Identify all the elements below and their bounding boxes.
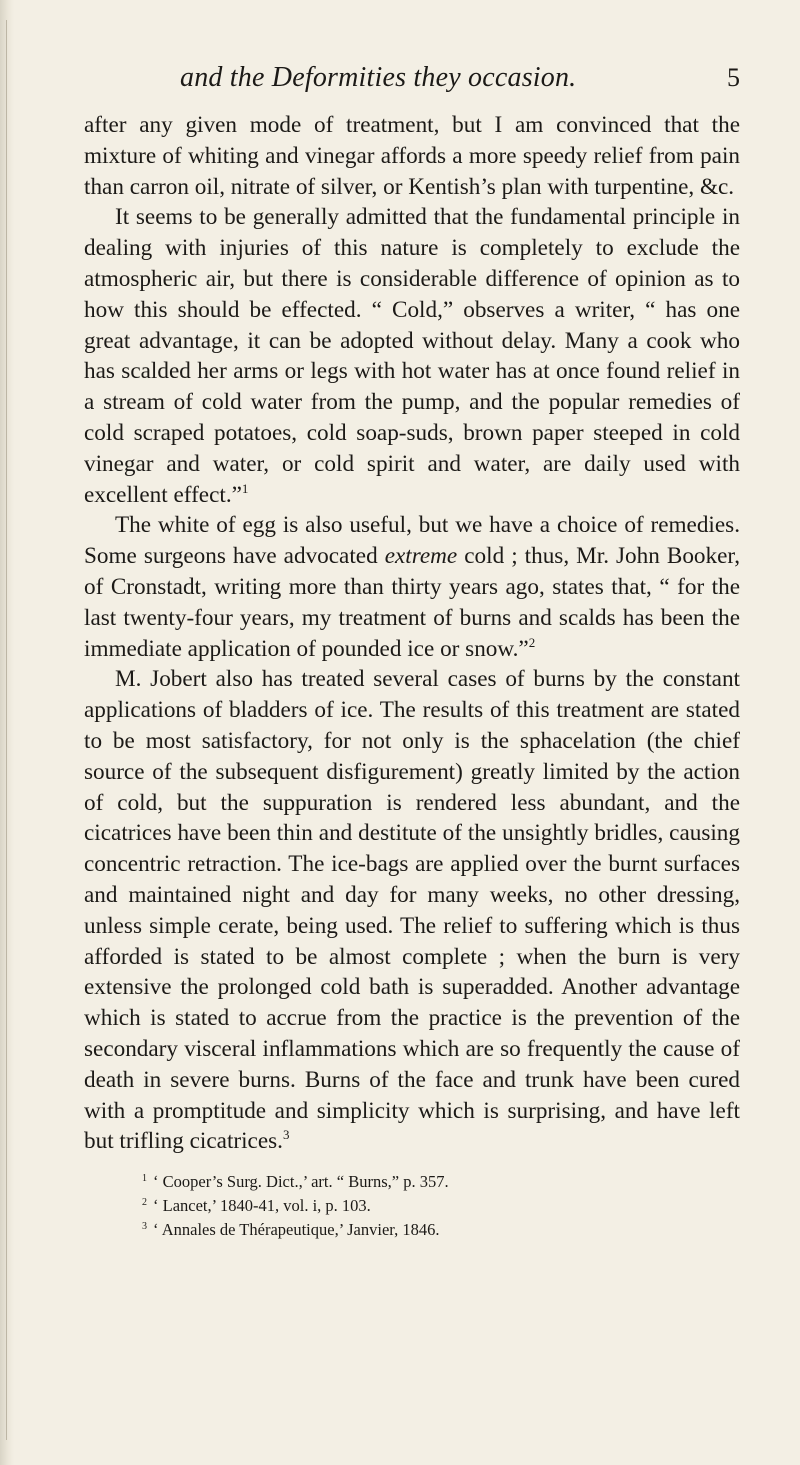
paragraph-3-text-b: cold ; thus, Mr. John Booker, of Cronstadt, writing more than thirty years ago, states that, “ for the last twenty-four years, my treatment of burns and scalds has been the immediate application of pounded ice or snow.” [84,543,740,662]
footnote-ref-1: 1 [241,480,249,496]
paragraph-1-text: after any given mode of treatment, but I am convinced that the mixture of whiting and vinegar affords a more speedy relief from pain than carron oil, nitrate of silver, or Kentish’s plan with turpentine, &c. [84,112,740,200]
footnote-1-mark: 1 [142,1173,147,1185]
footnotes [84,1169,740,1240]
paragraph-2-text: It seems to be generally admitted that the fundamental principle in dealing with injuries of this nature is completely to exclude the atmospheric air, but there is considerable difference of opinion as to how this should be effected. “ Cold,” observes a writer, “ has one great advantage, it can be adopted without delay. Many a cook who has scalded her arms or legs with hot water has at once found relief in a stream of cold water from the pump, and the popular remedies of cold scraped potatoes, cold soap-suds, brown paper steeped in cold vinegar and water, or cold spirit and water, are daily used with excellent effect.” [84,204,740,508]
paragraph-cold-remedy [84,202,740,510]
footnote-ref-2: 2 [528,634,536,650]
body-text [84,110,740,1157]
footnote-3-mark: 3 [142,1220,147,1232]
paragraph-jobert [84,664,740,1157]
page-number: 5 [727,63,740,92]
gutter-edge-line [6,20,7,1440]
book-page [84,62,740,1240]
running-head [84,62,740,102]
footnote-2-mark: 2 [142,1196,147,1208]
paragraph-3-emphasis: extreme [384,543,458,570]
paragraph-egg-white [84,510,740,664]
footnote-3-text: ‘ Annales de Thérapeutique,’ Janvier, 1846. [153,1219,440,1239]
footnote-2 [142,1193,740,1217]
footnote-2-text: ‘ Lancet,’ 1840-41, vol. i, p. 103. [153,1195,371,1215]
footnote-1-text: ‘ Cooper’s Surg. Dict.,’ art. “ Burns,” p. 357. [153,1172,449,1192]
footnote-1 [142,1169,740,1193]
paragraph-4-text: M. Jobert also has treated several cases of burns by the constant applications of bladders of ice. The results of this treatment are stated to be most satisfactory, for not only is the sphacelation (the chief source of the subsequent disfigurement) greatly limited by the action of cold, but the suppuration is rendered less abundant, and the cicatrices have been thin and destitute of the unsightly bridles, causing concentric retraction. The ice-bags are applied over the burnt surfaces and maintained night and day for many weeks, no other dressing, unless simple cerate, being used. The relief to suffering which is thus afforded is stated to be almost complete ; when the burn is very extensive the prolonged cold bath is superadded. Another advantage which is stated to accrue from the practice is the prevention of the secondary visceral inflammations which are so frequently the cause of death in severe burns. Burns of the face and trunk have been cured with a promptitude and simplicity which is surprising, and have left but trifling cicatrices. [84,666,740,1155]
footnote-ref-3: 3 [282,1127,290,1143]
paragraph-continuation [84,110,740,202]
paragraph-3-text-a: The white of egg is also useful, but we have a choice of remedies. Some surgeons have advocated [84,512,740,570]
running-head-title: and the Deformities they occasion. [180,62,577,93]
binding-gutter [0,0,14,1465]
footnote-3 [142,1217,740,1241]
